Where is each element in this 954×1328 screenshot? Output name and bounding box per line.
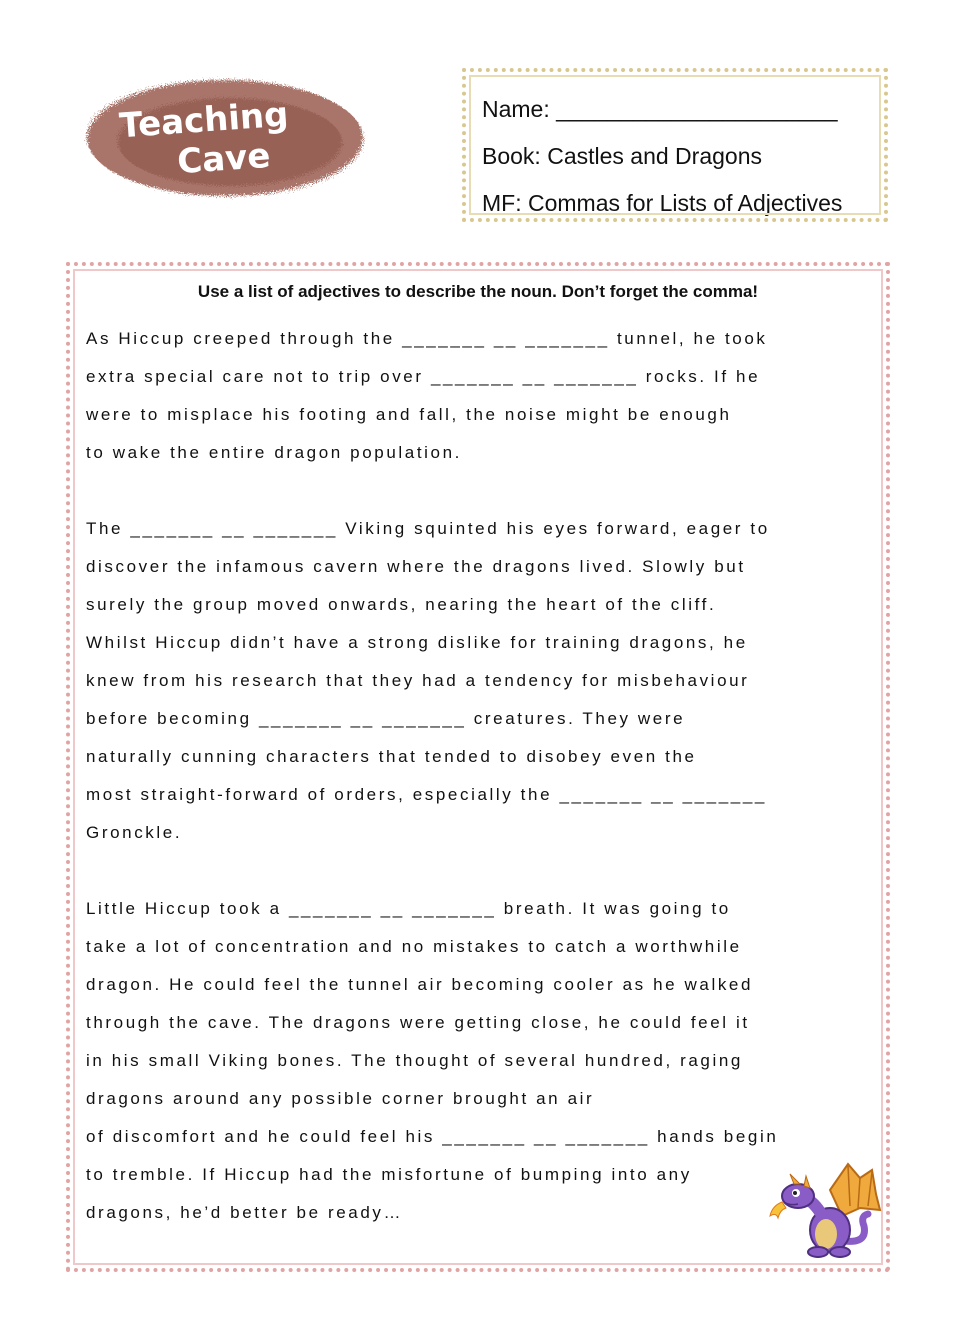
passage-line: were to misplace his footing and fall, the noise might be enough	[86, 405, 732, 424]
passage-line: Gronckle.	[86, 823, 183, 842]
instruction-heading: Use a list of adjectives to describe the noun. Don’t forget the comma!	[197, 282, 759, 301]
passage-line: Whilst Hiccup didn’t have a strong dislike for training dragons, he	[86, 633, 748, 652]
passage-line: to tremble. If Hiccup had the misfortune of bumping into any	[86, 1165, 692, 1184]
passage-line: before becoming _______ __ _______ creatures. They were	[86, 709, 686, 728]
name-field-label[interactable]: Name: ______________________	[482, 96, 838, 122]
logo-text-cave: Cave	[175, 135, 272, 183]
passage-line: naturally cunning characters that tended to disobey even the	[86, 747, 697, 766]
student-info-box	[462, 68, 888, 222]
story-passage	[86, 326, 886, 1238]
passage-line: dragons around any possible corner brought an air	[86, 1089, 595, 1108]
mf-objective: MF: Commas for Lists of Adjectives	[482, 190, 843, 216]
passage-line: extra special care not to trip over _______ __ _______ rocks. If he	[86, 367, 761, 386]
passage-line: knew from his research that they had a tendency for misbehaviour	[86, 671, 750, 690]
paragraph-gap	[86, 858, 886, 896]
paragraph-gap	[86, 478, 886, 516]
passage-line: dragons, he’d better be ready…	[86, 1203, 404, 1222]
dragon-illustration	[768, 1160, 882, 1260]
passage-line: of discomfort and he could feel his _______ __ _______ hands begin	[86, 1127, 779, 1146]
passage-line: Little Hiccup took a _______ __ _______ breath. It was going to	[86, 899, 731, 918]
logo-text-teaching: Teaching	[118, 94, 290, 147]
passage-line: dragon. He could feel the tunnel air becoming cooler as he walked	[86, 975, 754, 994]
teaching-cave-logo	[80, 70, 370, 210]
worksheet-box	[66, 262, 890, 1272]
passage-line: in his small Viking bones. The thought of several hundred, raging	[86, 1051, 743, 1070]
passage-line: to wake the entire dragon population.	[86, 443, 462, 462]
passage-line: discover the infamous cavern where the dragons lived. Slowly but	[86, 557, 746, 576]
passage-line: The _______ __ _______ Viking squinted his eyes forward, eager to	[86, 519, 770, 538]
book-title: Book: Castles and Dragons	[482, 143, 762, 169]
passage-line: surely the group moved onwards, nearing the heart of the cliff.	[86, 595, 717, 614]
passage-line: take a lot of concentration and no mistakes to catch a worthwhile	[86, 937, 742, 956]
passage-line: As Hiccup creeped through the _______ __ _______ tunnel, he took	[86, 329, 768, 348]
passage-line: most straight-forward of orders, especially the _______ __ _______	[86, 785, 767, 804]
passage-line: through the cave. The dragons were getting close, he could feel it	[86, 1013, 750, 1032]
